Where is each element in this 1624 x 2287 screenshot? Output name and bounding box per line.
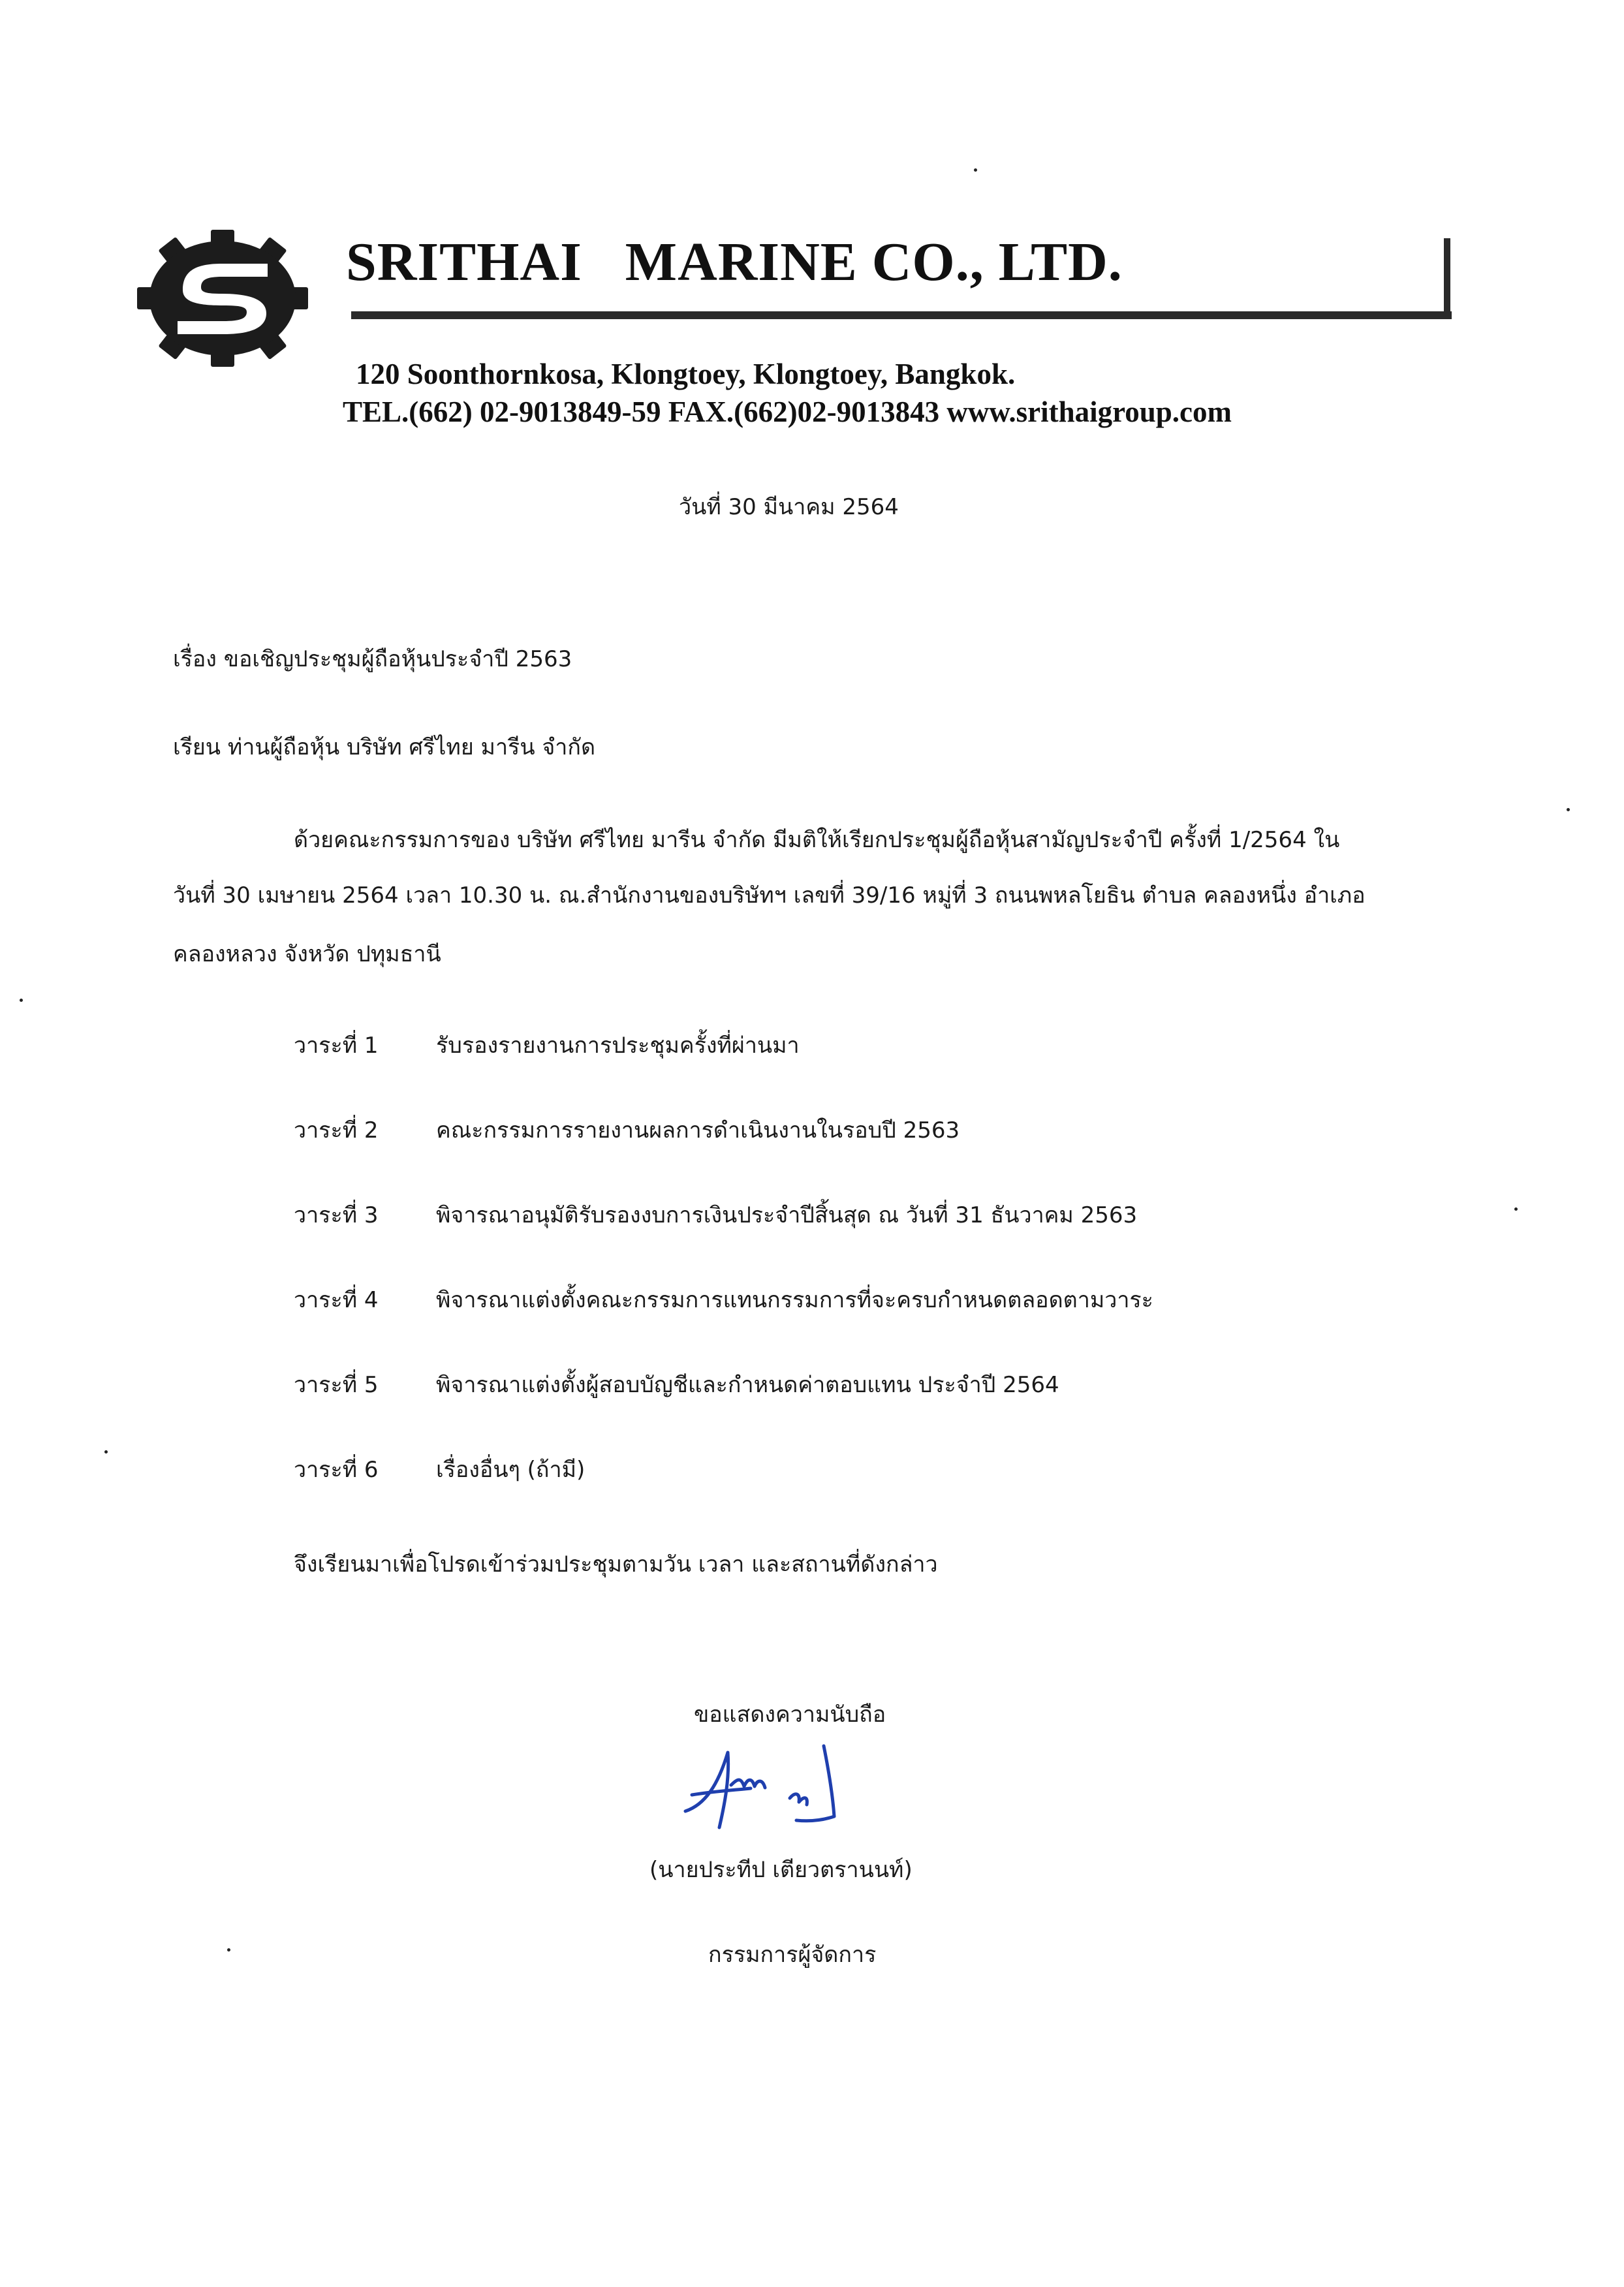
scan-speck xyxy=(227,1948,230,1952)
company-address: 120 Soonthornkosa, Klongtoey, Klongtoey, Bangkok. xyxy=(356,358,1016,390)
letter-closing: จึงเรียนมาเพื่อโปรดเข้าร่วมประชุมตามวัน เวลา และสถานที่ดังกล่าว xyxy=(294,1551,938,1578)
agenda-item-text: พิจารณาอนุมัติรับรองงบการเงินประจำปีสิ้นสุด ณ วันที่ 31 ธันวาคม 2563 xyxy=(436,1202,1138,1228)
letterhead-rule-end xyxy=(1444,238,1450,319)
scan-speck xyxy=(1514,1207,1518,1211)
scan-speck xyxy=(974,168,977,172)
agenda-item-text: รับรองรายงานการประชุมครั้งที่ผ่านมา xyxy=(436,1033,800,1059)
agenda-item-label: วาระที่ 4 xyxy=(294,1287,379,1313)
letter-salutation: เรียน ท่านผู้ถือหุ้น บริษัท ศรีไทย มารีน จำกัด xyxy=(173,734,596,760)
company-contact: TEL.(662) 02-9013849-59 FAX.(662)02-9013843 www.srithaigroup.com xyxy=(343,396,1232,428)
signer-name: (นายประทีป เตียวตรานนท์) xyxy=(649,1857,913,1883)
scan-speck xyxy=(104,1450,108,1454)
paragraph-line: วันที่ 30 เมษายน 2564 เวลา 10.30 น. ณ.สำนักงานของบริษัทฯ เลขที่ 39/16 หมู่ที่ 3 ถนนพหลโยธิน ตำบล คลองหนึ่ง อำเภอ xyxy=(173,882,1366,909)
agenda-item-text: พิจารณาแต่งตั้งผู้สอบบัญชีและกำหนดค่าตอบแทน ประจำปี 2564 xyxy=(436,1372,1059,1398)
agenda-item-label: วาระที่ 5 xyxy=(294,1372,379,1398)
agenda-item-text: เรื่องอื่นๆ (ถ้ามี) xyxy=(436,1457,586,1483)
company-name: SRITHAI MARINE CO., LTD. xyxy=(346,232,1123,292)
signature-icon xyxy=(679,1739,849,1837)
agenda-item-label: วาระที่ 6 xyxy=(294,1457,379,1483)
paragraph-line: คลองหลวง จังหวัด ปทุมธานี xyxy=(173,941,441,967)
scan-speck xyxy=(20,999,23,1002)
agenda-item-label: วาระที่ 3 xyxy=(294,1202,379,1228)
agenda-item-label: วาระที่ 2 xyxy=(294,1117,379,1144)
letterhead-rule xyxy=(351,311,1452,319)
letter-date: วันที่ 30 มีนาคม 2564 xyxy=(679,494,899,520)
letter-subject: เรื่อง ขอเชิญประชุมผู้ถือหุ้นประจำปี 2563 xyxy=(173,646,572,672)
paragraph-line: ด้วยคณะกรรมการของ บริษัท ศรีไทย มารีน จำกัด มีมติให้เรียกประชุมผู้ถือหุ้นสามัญประจำปี ครั้งที่ 1/2564 ใน xyxy=(294,827,1340,853)
letter-regards: ขอแสดงความนับถือ xyxy=(694,1702,886,1728)
agenda-item-label: วาระที่ 1 xyxy=(294,1033,379,1059)
agenda-item-text: คณะกรรมการรายงานผลการดำเนินงานในรอบปี 2563 xyxy=(436,1117,960,1144)
signer-title: กรรมการผู้จัดการ xyxy=(708,1942,877,1968)
scan-speck xyxy=(1567,808,1570,811)
agenda-item-text: พิจารณาแต่งตั้งคณะกรรมการแทนกรรมการที่จะครบกำหนดตลอดตามวาระ xyxy=(436,1287,1153,1313)
company-logo-icon xyxy=(137,230,308,367)
